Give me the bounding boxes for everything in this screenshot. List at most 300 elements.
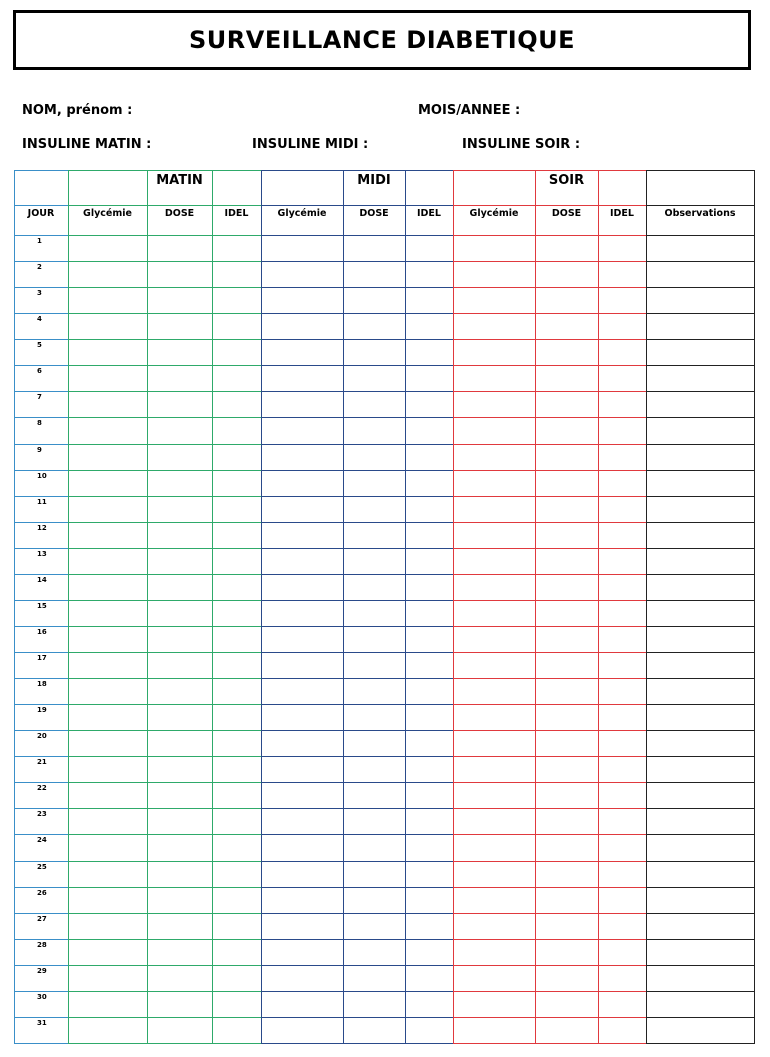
table-cell-matin-dose[interactable] bbox=[149, 628, 210, 650]
table-cell-midi-dose[interactable] bbox=[345, 889, 403, 911]
table-cell-soir-glycemie[interactable] bbox=[455, 237, 533, 259]
table-cell-midi-dose[interactable] bbox=[345, 472, 403, 494]
table-cell-soir-dose[interactable] bbox=[537, 863, 596, 885]
table-cell-soir-idel[interactable] bbox=[600, 472, 644, 494]
table-cell-midi-dose[interactable] bbox=[345, 967, 403, 989]
table-cell-observations[interactable] bbox=[648, 315, 752, 337]
table-cell-midi-idel[interactable] bbox=[407, 628, 451, 650]
table-cell-matin-dose[interactable] bbox=[149, 393, 210, 415]
table-cell-matin-dose[interactable] bbox=[149, 498, 210, 520]
table-cell-midi-glycemie[interactable] bbox=[263, 915, 341, 937]
table-cell-soir-dose[interactable] bbox=[537, 915, 596, 937]
table-cell-observations[interactable] bbox=[648, 915, 752, 937]
table-cell-matin-dose[interactable] bbox=[149, 419, 210, 441]
table-cell-matin-idel[interactable] bbox=[214, 524, 259, 546]
table-cell-soir-glycemie[interactable] bbox=[455, 367, 533, 389]
table-cell-matin-dose[interactable] bbox=[149, 524, 210, 546]
table-cell-matin-glycemie[interactable] bbox=[70, 863, 145, 885]
table-cell-observations[interactable] bbox=[648, 706, 752, 728]
table-cell-soir-glycemie[interactable] bbox=[455, 706, 533, 728]
table-cell-observations[interactable] bbox=[648, 941, 752, 963]
table-cell-observations[interactable] bbox=[648, 498, 752, 520]
table-cell-matin-dose[interactable] bbox=[149, 446, 210, 468]
table-cell-matin-glycemie[interactable] bbox=[70, 1019, 145, 1041]
table-cell-matin-dose[interactable] bbox=[149, 680, 210, 702]
table-cell-matin-idel[interactable] bbox=[214, 602, 259, 624]
table-cell-soir-idel[interactable] bbox=[600, 602, 644, 624]
table-cell-soir-dose[interactable] bbox=[537, 367, 596, 389]
table-cell-midi-dose[interactable] bbox=[345, 836, 403, 858]
table-cell-midi-glycemie[interactable] bbox=[263, 758, 341, 780]
table-cell-soir-dose[interactable] bbox=[537, 967, 596, 989]
table-cell-matin-idel[interactable] bbox=[214, 784, 259, 806]
table-cell-midi-glycemie[interactable] bbox=[263, 524, 341, 546]
table-cell-soir-glycemie[interactable] bbox=[455, 576, 533, 598]
table-cell-soir-idel[interactable] bbox=[600, 237, 644, 259]
table-cell-midi-glycemie[interactable] bbox=[263, 367, 341, 389]
table-cell-soir-glycemie[interactable] bbox=[455, 419, 533, 441]
table-cell-matin-idel[interactable] bbox=[214, 706, 259, 728]
table-cell-matin-dose[interactable] bbox=[149, 993, 210, 1015]
table-cell-midi-idel[interactable] bbox=[407, 524, 451, 546]
table-cell-matin-idel[interactable] bbox=[214, 810, 259, 832]
table-cell-midi-idel[interactable] bbox=[407, 393, 451, 415]
table-cell-soir-dose[interactable] bbox=[537, 654, 596, 676]
table-cell-soir-dose[interactable] bbox=[537, 393, 596, 415]
table-cell-soir-glycemie[interactable] bbox=[455, 784, 533, 806]
table-cell-soir-dose[interactable] bbox=[537, 836, 596, 858]
table-cell-midi-dose[interactable] bbox=[345, 550, 403, 572]
table-cell-matin-dose[interactable] bbox=[149, 602, 210, 624]
table-cell-midi-glycemie[interactable] bbox=[263, 680, 341, 702]
table-cell-observations[interactable] bbox=[648, 472, 752, 494]
table-cell-matin-glycemie[interactable] bbox=[70, 680, 145, 702]
table-cell-matin-glycemie[interactable] bbox=[70, 915, 145, 937]
table-cell-soir-glycemie[interactable] bbox=[455, 863, 533, 885]
table-cell-midi-idel[interactable] bbox=[407, 446, 451, 468]
table-cell-soir-dose[interactable] bbox=[537, 680, 596, 702]
table-cell-midi-glycemie[interactable] bbox=[263, 706, 341, 728]
table-cell-matin-dose[interactable] bbox=[149, 863, 210, 885]
table-cell-midi-idel[interactable] bbox=[407, 967, 451, 989]
table-cell-soir-idel[interactable] bbox=[600, 967, 644, 989]
table-cell-observations[interactable] bbox=[648, 810, 752, 832]
table-cell-matin-idel[interactable] bbox=[214, 237, 259, 259]
table-cell-midi-idel[interactable] bbox=[407, 732, 451, 754]
table-cell-observations[interactable] bbox=[648, 758, 752, 780]
table-cell-midi-idel[interactable] bbox=[407, 993, 451, 1015]
table-cell-soir-idel[interactable] bbox=[600, 732, 644, 754]
table-cell-midi-dose[interactable] bbox=[345, 524, 403, 546]
table-cell-matin-idel[interactable] bbox=[214, 289, 259, 311]
table-cell-midi-glycemie[interactable] bbox=[263, 628, 341, 650]
table-cell-matin-glycemie[interactable] bbox=[70, 758, 145, 780]
table-cell-midi-glycemie[interactable] bbox=[263, 550, 341, 572]
table-cell-midi-idel[interactable] bbox=[407, 758, 451, 780]
table-cell-soir-dose[interactable] bbox=[537, 758, 596, 780]
table-cell-matin-dose[interactable] bbox=[149, 758, 210, 780]
table-cell-matin-dose[interactable] bbox=[149, 836, 210, 858]
table-cell-soir-glycemie[interactable] bbox=[455, 393, 533, 415]
table-cell-midi-glycemie[interactable] bbox=[263, 393, 341, 415]
table-cell-soir-idel[interactable] bbox=[600, 706, 644, 728]
table-cell-matin-dose[interactable] bbox=[149, 784, 210, 806]
table-cell-matin-idel[interactable] bbox=[214, 550, 259, 572]
table-cell-soir-dose[interactable] bbox=[537, 941, 596, 963]
table-cell-matin-glycemie[interactable] bbox=[70, 393, 145, 415]
table-cell-matin-dose[interactable] bbox=[149, 889, 210, 911]
table-cell-midi-idel[interactable] bbox=[407, 367, 451, 389]
table-cell-matin-dose[interactable] bbox=[149, 472, 210, 494]
table-cell-soir-glycemie[interactable] bbox=[455, 1019, 533, 1041]
table-cell-soir-dose[interactable] bbox=[537, 576, 596, 598]
table-cell-observations[interactable] bbox=[648, 419, 752, 441]
table-cell-soir-idel[interactable] bbox=[600, 889, 644, 911]
table-cell-matin-glycemie[interactable] bbox=[70, 941, 145, 963]
table-cell-midi-dose[interactable] bbox=[345, 706, 403, 728]
table-cell-soir-glycemie[interactable] bbox=[455, 315, 533, 337]
table-cell-midi-dose[interactable] bbox=[345, 419, 403, 441]
table-cell-soir-glycemie[interactable] bbox=[455, 446, 533, 468]
table-cell-midi-glycemie[interactable] bbox=[263, 602, 341, 624]
table-cell-observations[interactable] bbox=[648, 263, 752, 285]
table-cell-matin-glycemie[interactable] bbox=[70, 263, 145, 285]
table-cell-observations[interactable] bbox=[648, 836, 752, 858]
table-cell-soir-idel[interactable] bbox=[600, 784, 644, 806]
table-cell-midi-idel[interactable] bbox=[407, 784, 451, 806]
table-cell-soir-idel[interactable] bbox=[600, 393, 644, 415]
table-cell-midi-glycemie[interactable] bbox=[263, 863, 341, 885]
table-cell-midi-glycemie[interactable] bbox=[263, 784, 341, 806]
table-cell-midi-glycemie[interactable] bbox=[263, 810, 341, 832]
table-cell-midi-glycemie[interactable] bbox=[263, 654, 341, 676]
table-cell-soir-dose[interactable] bbox=[537, 810, 596, 832]
table-cell-observations[interactable] bbox=[648, 341, 752, 363]
table-cell-soir-glycemie[interactable] bbox=[455, 602, 533, 624]
table-cell-soir-idel[interactable] bbox=[600, 836, 644, 858]
table-cell-midi-idel[interactable] bbox=[407, 1019, 451, 1041]
table-cell-midi-glycemie[interactable] bbox=[263, 237, 341, 259]
table-cell-midi-glycemie[interactable] bbox=[263, 732, 341, 754]
table-cell-midi-dose[interactable] bbox=[345, 498, 403, 520]
table-cell-soir-glycemie[interactable] bbox=[455, 889, 533, 911]
table-cell-matin-glycemie[interactable] bbox=[70, 732, 145, 754]
table-cell-matin-dose[interactable] bbox=[149, 289, 210, 311]
table-cell-midi-idel[interactable] bbox=[407, 576, 451, 598]
table-cell-midi-dose[interactable] bbox=[345, 263, 403, 285]
table-cell-soir-dose[interactable] bbox=[537, 1019, 596, 1041]
table-cell-matin-idel[interactable] bbox=[214, 446, 259, 468]
table-cell-observations[interactable] bbox=[648, 967, 752, 989]
table-cell-soir-idel[interactable] bbox=[600, 915, 644, 937]
table-cell-midi-idel[interactable] bbox=[407, 419, 451, 441]
table-cell-matin-glycemie[interactable] bbox=[70, 810, 145, 832]
table-cell-soir-idel[interactable] bbox=[600, 993, 644, 1015]
table-cell-midi-dose[interactable] bbox=[345, 863, 403, 885]
table-cell-matin-glycemie[interactable] bbox=[70, 784, 145, 806]
table-cell-observations[interactable] bbox=[648, 628, 752, 650]
table-cell-matin-idel[interactable] bbox=[214, 915, 259, 937]
table-cell-midi-dose[interactable] bbox=[345, 810, 403, 832]
table-cell-matin-glycemie[interactable] bbox=[70, 889, 145, 911]
table-cell-matin-idel[interactable] bbox=[214, 576, 259, 598]
table-cell-midi-idel[interactable] bbox=[407, 889, 451, 911]
table-cell-soir-glycemie[interactable] bbox=[455, 993, 533, 1015]
table-cell-soir-dose[interactable] bbox=[537, 341, 596, 363]
table-cell-midi-dose[interactable] bbox=[345, 367, 403, 389]
table-cell-soir-idel[interactable] bbox=[600, 941, 644, 963]
table-cell-midi-glycemie[interactable] bbox=[263, 263, 341, 285]
table-cell-midi-dose[interactable] bbox=[345, 315, 403, 337]
table-cell-soir-idel[interactable] bbox=[600, 576, 644, 598]
table-cell-midi-idel[interactable] bbox=[407, 289, 451, 311]
table-cell-midi-idel[interactable] bbox=[407, 810, 451, 832]
table-cell-soir-glycemie[interactable] bbox=[455, 810, 533, 832]
table-cell-soir-dose[interactable] bbox=[537, 602, 596, 624]
table-cell-midi-dose[interactable] bbox=[345, 993, 403, 1015]
table-cell-midi-glycemie[interactable] bbox=[263, 993, 341, 1015]
table-cell-midi-idel[interactable] bbox=[407, 836, 451, 858]
table-cell-matin-idel[interactable] bbox=[214, 341, 259, 363]
table-cell-midi-idel[interactable] bbox=[407, 915, 451, 937]
table-cell-matin-glycemie[interactable] bbox=[70, 524, 145, 546]
table-cell-observations[interactable] bbox=[648, 889, 752, 911]
table-cell-soir-glycemie[interactable] bbox=[455, 498, 533, 520]
table-cell-soir-glycemie[interactable] bbox=[455, 915, 533, 937]
table-cell-soir-dose[interactable] bbox=[537, 289, 596, 311]
table-cell-matin-idel[interactable] bbox=[214, 993, 259, 1015]
table-cell-observations[interactable] bbox=[648, 289, 752, 311]
table-cell-soir-glycemie[interactable] bbox=[455, 341, 533, 363]
table-cell-midi-idel[interactable] bbox=[407, 263, 451, 285]
table-cell-matin-idel[interactable] bbox=[214, 836, 259, 858]
table-cell-soir-idel[interactable] bbox=[600, 628, 644, 650]
table-cell-midi-idel[interactable] bbox=[407, 706, 451, 728]
table-cell-matin-glycemie[interactable] bbox=[70, 315, 145, 337]
table-cell-matin-dose[interactable] bbox=[149, 810, 210, 832]
table-cell-matin-dose[interactable] bbox=[149, 550, 210, 572]
table-cell-midi-glycemie[interactable] bbox=[263, 472, 341, 494]
table-cell-soir-dose[interactable] bbox=[537, 784, 596, 806]
table-cell-midi-dose[interactable] bbox=[345, 915, 403, 937]
table-cell-soir-glycemie[interactable] bbox=[455, 836, 533, 858]
table-cell-midi-dose[interactable] bbox=[345, 393, 403, 415]
table-cell-soir-idel[interactable] bbox=[600, 758, 644, 780]
table-cell-midi-idel[interactable] bbox=[407, 341, 451, 363]
table-cell-soir-dose[interactable] bbox=[537, 993, 596, 1015]
table-cell-observations[interactable] bbox=[648, 993, 752, 1015]
table-cell-midi-glycemie[interactable] bbox=[263, 1019, 341, 1041]
table-cell-soir-dose[interactable] bbox=[537, 889, 596, 911]
table-cell-matin-glycemie[interactable] bbox=[70, 628, 145, 650]
table-cell-matin-glycemie[interactable] bbox=[70, 289, 145, 311]
table-cell-matin-dose[interactable] bbox=[149, 654, 210, 676]
table-cell-matin-idel[interactable] bbox=[214, 1019, 259, 1041]
table-cell-midi-glycemie[interactable] bbox=[263, 446, 341, 468]
table-cell-soir-idel[interactable] bbox=[600, 263, 644, 285]
table-cell-midi-dose[interactable] bbox=[345, 941, 403, 963]
table-cell-matin-glycemie[interactable] bbox=[70, 654, 145, 676]
table-cell-midi-dose[interactable] bbox=[345, 341, 403, 363]
table-cell-midi-dose[interactable] bbox=[345, 784, 403, 806]
table-cell-soir-idel[interactable] bbox=[600, 498, 644, 520]
table-cell-matin-dose[interactable] bbox=[149, 263, 210, 285]
table-cell-observations[interactable] bbox=[648, 550, 752, 572]
table-cell-soir-dose[interactable] bbox=[537, 263, 596, 285]
table-cell-matin-idel[interactable] bbox=[214, 889, 259, 911]
table-cell-matin-idel[interactable] bbox=[214, 967, 259, 989]
table-cell-matin-glycemie[interactable] bbox=[70, 550, 145, 572]
table-cell-soir-idel[interactable] bbox=[600, 1019, 644, 1041]
table-cell-matin-dose[interactable] bbox=[149, 732, 210, 754]
table-cell-matin-dose[interactable] bbox=[149, 315, 210, 337]
table-cell-matin-dose[interactable] bbox=[149, 367, 210, 389]
table-cell-matin-idel[interactable] bbox=[214, 941, 259, 963]
table-cell-soir-glycemie[interactable] bbox=[455, 472, 533, 494]
table-cell-matin-glycemie[interactable] bbox=[70, 237, 145, 259]
table-cell-soir-dose[interactable] bbox=[537, 706, 596, 728]
table-cell-soir-glycemie[interactable] bbox=[455, 732, 533, 754]
table-cell-matin-idel[interactable] bbox=[214, 680, 259, 702]
table-cell-soir-glycemie[interactable] bbox=[455, 680, 533, 702]
table-cell-matin-glycemie[interactable] bbox=[70, 341, 145, 363]
table-cell-midi-glycemie[interactable] bbox=[263, 967, 341, 989]
table-cell-matin-idel[interactable] bbox=[214, 367, 259, 389]
table-cell-matin-glycemie[interactable] bbox=[70, 993, 145, 1015]
table-cell-soir-glycemie[interactable] bbox=[455, 263, 533, 285]
table-cell-matin-glycemie[interactable] bbox=[70, 967, 145, 989]
table-cell-matin-glycemie[interactable] bbox=[70, 498, 145, 520]
table-cell-observations[interactable] bbox=[648, 680, 752, 702]
table-cell-midi-idel[interactable] bbox=[407, 680, 451, 702]
table-cell-midi-idel[interactable] bbox=[407, 498, 451, 520]
table-cell-midi-dose[interactable] bbox=[345, 680, 403, 702]
table-cell-matin-dose[interactable] bbox=[149, 706, 210, 728]
table-cell-soir-glycemie[interactable] bbox=[455, 524, 533, 546]
table-cell-matin-glycemie[interactable] bbox=[70, 446, 145, 468]
table-cell-matin-idel[interactable] bbox=[214, 628, 259, 650]
table-cell-midi-dose[interactable] bbox=[345, 289, 403, 311]
table-cell-soir-idel[interactable] bbox=[600, 680, 644, 702]
table-cell-midi-idel[interactable] bbox=[407, 602, 451, 624]
table-cell-observations[interactable] bbox=[648, 602, 752, 624]
table-cell-observations[interactable] bbox=[648, 237, 752, 259]
table-cell-midi-glycemie[interactable] bbox=[263, 576, 341, 598]
table-cell-matin-glycemie[interactable] bbox=[70, 576, 145, 598]
table-cell-midi-dose[interactable] bbox=[345, 732, 403, 754]
table-cell-midi-glycemie[interactable] bbox=[263, 836, 341, 858]
table-cell-observations[interactable] bbox=[648, 654, 752, 676]
table-cell-observations[interactable] bbox=[648, 1019, 752, 1041]
table-cell-soir-idel[interactable] bbox=[600, 315, 644, 337]
table-cell-soir-glycemie[interactable] bbox=[455, 654, 533, 676]
table-cell-matin-dose[interactable] bbox=[149, 1019, 210, 1041]
table-cell-midi-glycemie[interactable] bbox=[263, 889, 341, 911]
table-cell-matin-glycemie[interactable] bbox=[70, 836, 145, 858]
table-cell-midi-idel[interactable] bbox=[407, 863, 451, 885]
table-cell-midi-dose[interactable] bbox=[345, 628, 403, 650]
table-cell-soir-idel[interactable] bbox=[600, 341, 644, 363]
table-cell-midi-glycemie[interactable] bbox=[263, 315, 341, 337]
table-cell-midi-idel[interactable] bbox=[407, 654, 451, 676]
table-cell-soir-idel[interactable] bbox=[600, 289, 644, 311]
table-cell-soir-idel[interactable] bbox=[600, 550, 644, 572]
table-cell-soir-glycemie[interactable] bbox=[455, 289, 533, 311]
table-cell-soir-dose[interactable] bbox=[537, 446, 596, 468]
table-cell-soir-dose[interactable] bbox=[537, 524, 596, 546]
table-cell-observations[interactable] bbox=[648, 863, 752, 885]
table-cell-soir-dose[interactable] bbox=[537, 237, 596, 259]
table-cell-matin-idel[interactable] bbox=[214, 758, 259, 780]
table-cell-midi-dose[interactable] bbox=[345, 576, 403, 598]
table-cell-matin-dose[interactable] bbox=[149, 237, 210, 259]
table-cell-observations[interactable] bbox=[648, 524, 752, 546]
table-cell-midi-idel[interactable] bbox=[407, 941, 451, 963]
table-cell-matin-idel[interactable] bbox=[214, 498, 259, 520]
table-cell-soir-idel[interactable] bbox=[600, 810, 644, 832]
table-cell-midi-dose[interactable] bbox=[345, 1019, 403, 1041]
table-cell-matin-dose[interactable] bbox=[149, 915, 210, 937]
table-cell-soir-glycemie[interactable] bbox=[455, 758, 533, 780]
table-cell-observations[interactable] bbox=[648, 784, 752, 806]
table-cell-midi-idel[interactable] bbox=[407, 237, 451, 259]
table-cell-observations[interactable] bbox=[648, 732, 752, 754]
table-cell-matin-idel[interactable] bbox=[214, 863, 259, 885]
table-cell-soir-idel[interactable] bbox=[600, 524, 644, 546]
table-cell-midi-idel[interactable] bbox=[407, 550, 451, 572]
table-cell-matin-idel[interactable] bbox=[214, 393, 259, 415]
table-cell-midi-glycemie[interactable] bbox=[263, 289, 341, 311]
table-cell-matin-glycemie[interactable] bbox=[70, 472, 145, 494]
table-cell-observations[interactable] bbox=[648, 446, 752, 468]
table-cell-midi-idel[interactable] bbox=[407, 315, 451, 337]
table-cell-observations[interactable] bbox=[648, 367, 752, 389]
table-cell-matin-idel[interactable] bbox=[214, 654, 259, 676]
table-cell-soir-glycemie[interactable] bbox=[455, 628, 533, 650]
table-cell-matin-idel[interactable] bbox=[214, 472, 259, 494]
table-cell-soir-dose[interactable] bbox=[537, 498, 596, 520]
table-cell-matin-idel[interactable] bbox=[214, 315, 259, 337]
table-cell-soir-glycemie[interactable] bbox=[455, 550, 533, 572]
table-cell-matin-dose[interactable] bbox=[149, 576, 210, 598]
table-cell-matin-dose[interactable] bbox=[149, 341, 210, 363]
table-cell-soir-dose[interactable] bbox=[537, 315, 596, 337]
table-cell-midi-glycemie[interactable] bbox=[263, 498, 341, 520]
table-cell-soir-idel[interactable] bbox=[600, 446, 644, 468]
table-cell-matin-idel[interactable] bbox=[214, 419, 259, 441]
table-cell-soir-dose[interactable] bbox=[537, 732, 596, 754]
table-cell-observations[interactable] bbox=[648, 576, 752, 598]
table-cell-soir-dose[interactable] bbox=[537, 628, 596, 650]
table-cell-midi-dose[interactable] bbox=[345, 602, 403, 624]
table-cell-soir-dose[interactable] bbox=[537, 419, 596, 441]
table-cell-matin-glycemie[interactable] bbox=[70, 602, 145, 624]
table-cell-matin-glycemie[interactable] bbox=[70, 419, 145, 441]
table-cell-midi-idel[interactable] bbox=[407, 472, 451, 494]
table-cell-midi-dose[interactable] bbox=[345, 237, 403, 259]
table-cell-midi-glycemie[interactable] bbox=[263, 419, 341, 441]
table-cell-soir-glycemie[interactable] bbox=[455, 941, 533, 963]
table-cell-soir-idel[interactable] bbox=[600, 654, 644, 676]
table-cell-soir-idel[interactable] bbox=[600, 419, 644, 441]
table-cell-soir-dose[interactable] bbox=[537, 472, 596, 494]
table-cell-matin-idel[interactable] bbox=[214, 732, 259, 754]
table-cell-observations[interactable] bbox=[648, 393, 752, 415]
table-cell-matin-dose[interactable] bbox=[149, 967, 210, 989]
table-cell-matin-glycemie[interactable] bbox=[70, 706, 145, 728]
table-cell-midi-dose[interactable] bbox=[345, 758, 403, 780]
table-cell-midi-glycemie[interactable] bbox=[263, 941, 341, 963]
